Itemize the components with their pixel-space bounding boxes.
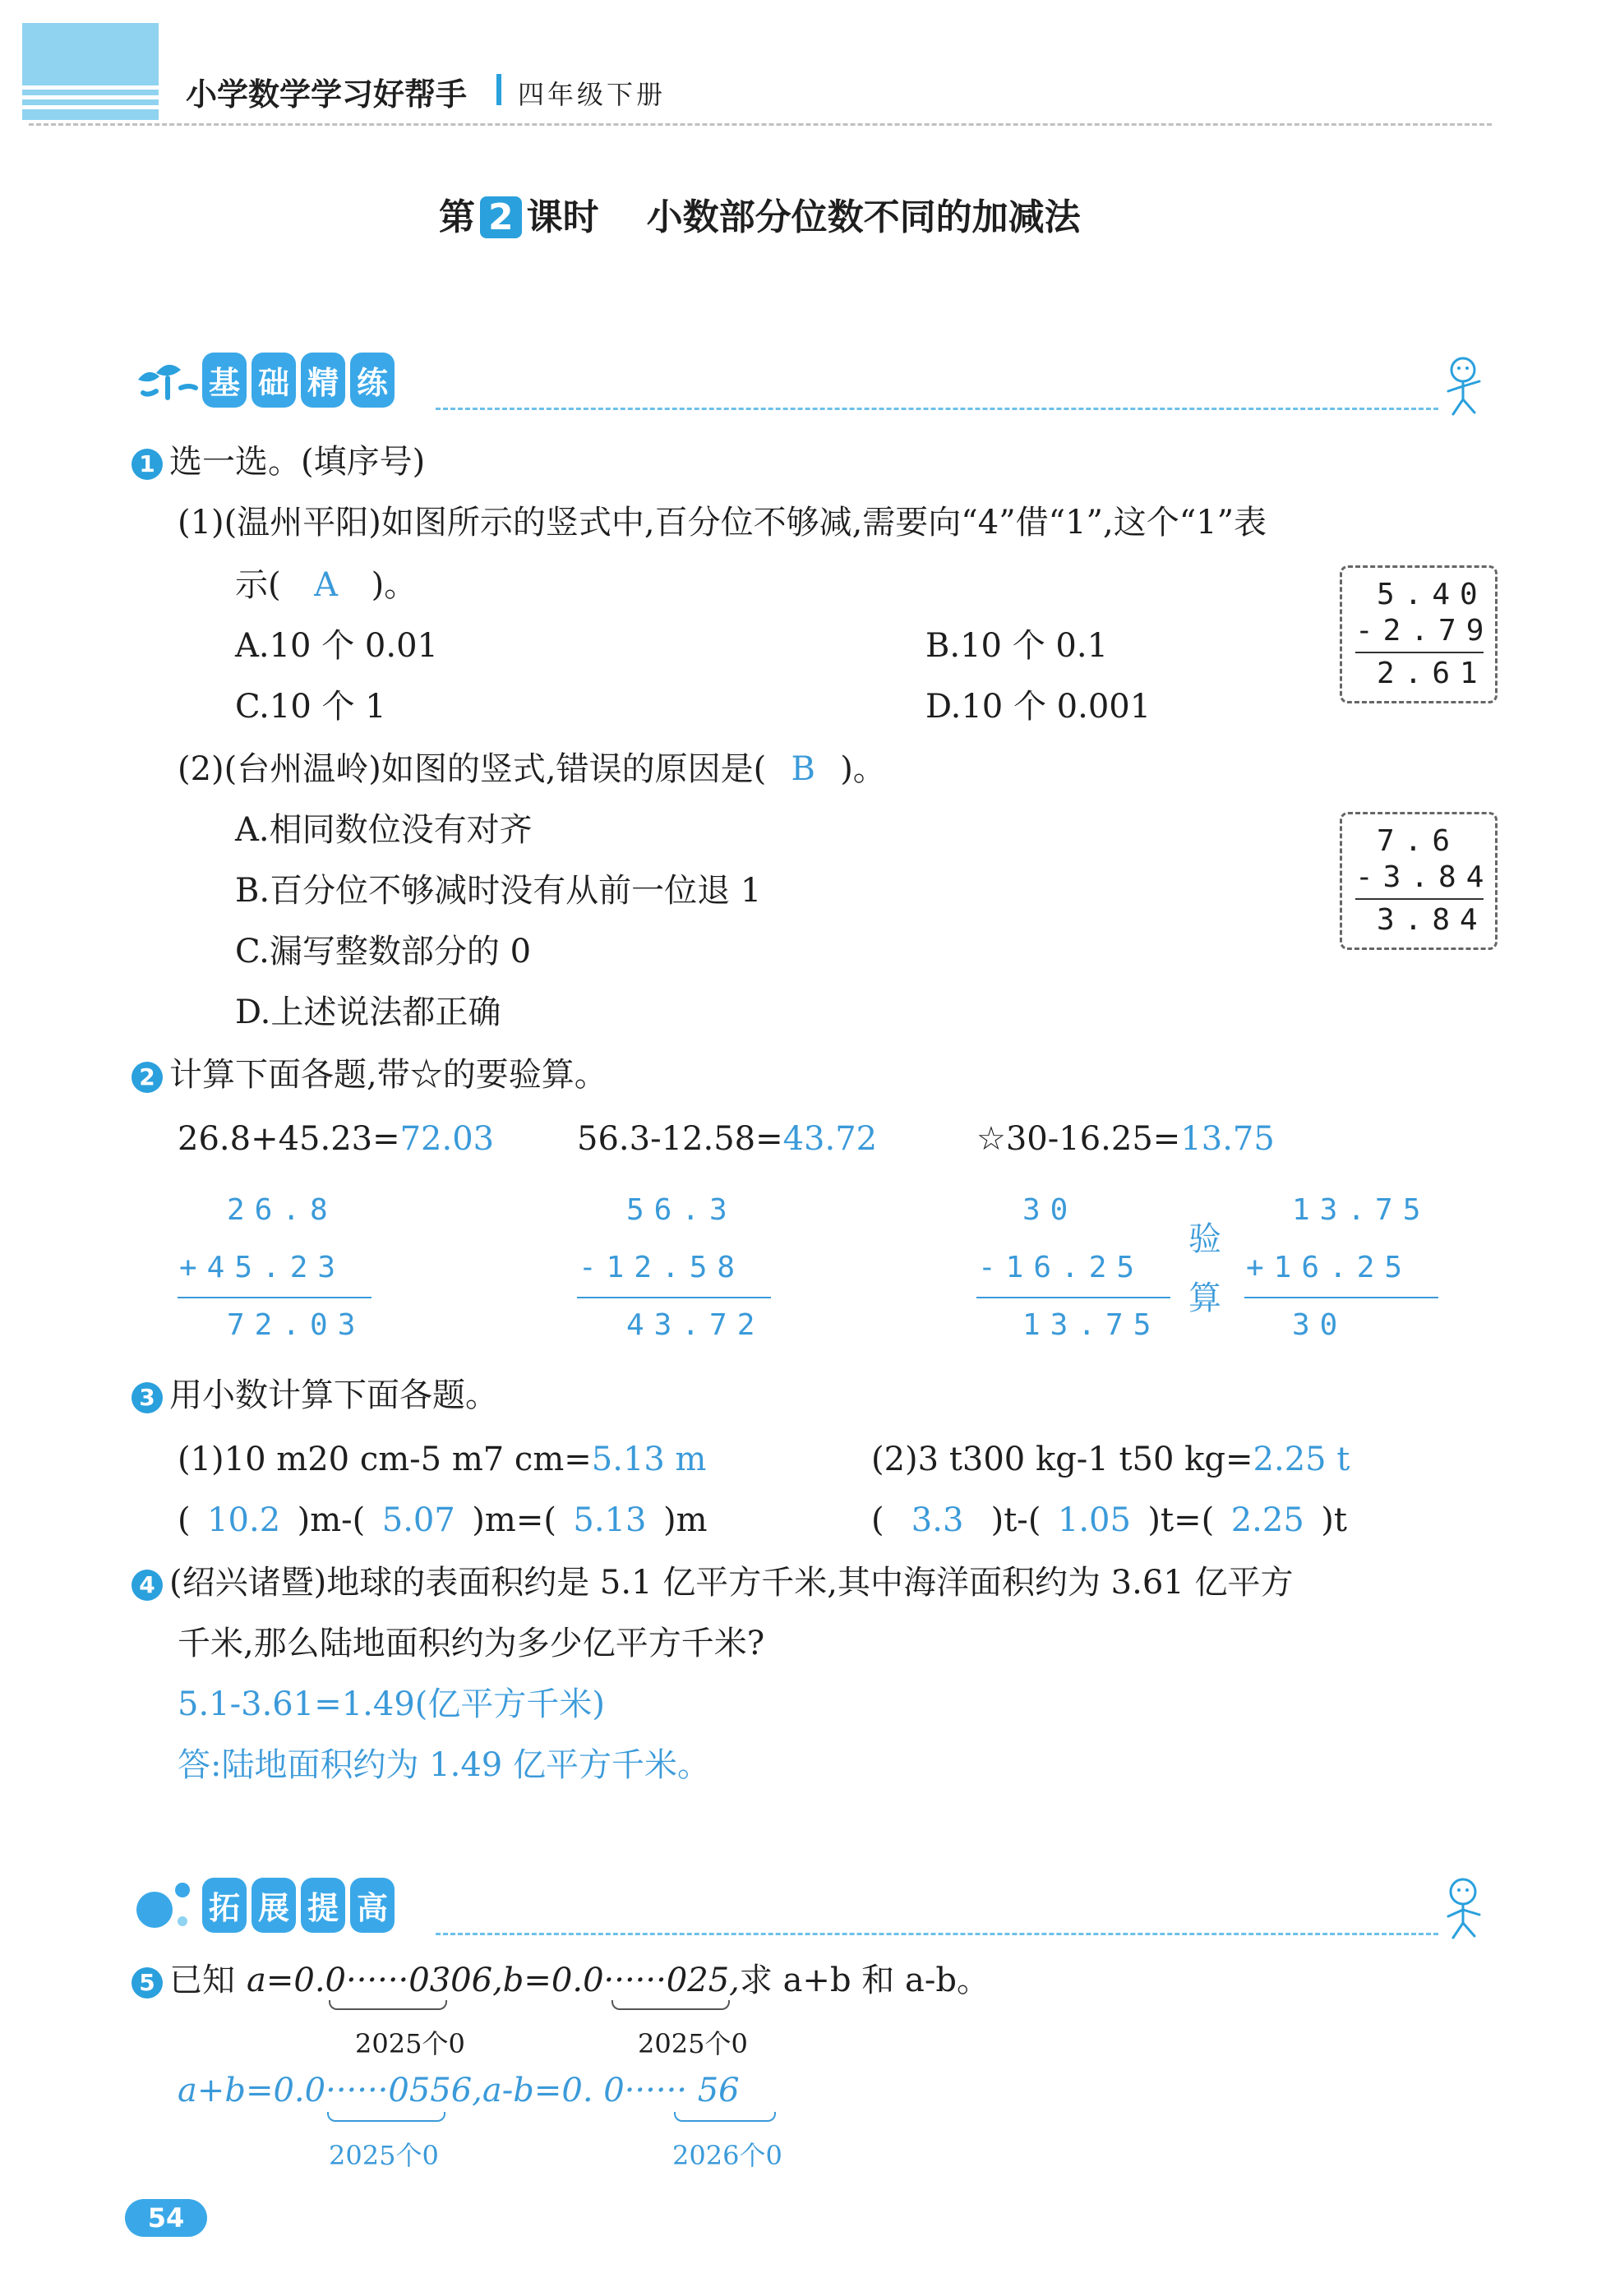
option-a: A.10 个 0.01 xyxy=(235,627,438,665)
bubbles-icon xyxy=(132,1879,202,1931)
b-definition: b=0.0······025, xyxy=(502,1962,740,1999)
calc-result: 2.61 xyxy=(1377,657,1488,690)
unit-text: t xyxy=(1333,1501,1347,1539)
vcalc-3-result: 13.75 xyxy=(1022,1308,1161,1342)
question-2-stem xyxy=(132,1055,607,1095)
question-text: 计算下面各题,带☆的要验算。 xyxy=(169,1056,607,1094)
brace-under-zeros xyxy=(329,2000,447,2010)
q3-row1: ( 10.2 )m-( 5.07 )m=( 5.13 )m xyxy=(178,1501,708,1539)
q1-part1-line1: (1)(温州平阳)如图所示的竖式中,百分位不够减,需要向“4”借“1”,这个“1”表 xyxy=(178,504,1267,542)
calc-rule xyxy=(1355,898,1484,900)
answer-text: 1.05 xyxy=(1057,1501,1131,1539)
section-label-char: 练 xyxy=(350,353,395,408)
lesson-number-badge: 2 xyxy=(480,196,522,238)
lesson-name: 小数部分位数不同的加减法 xyxy=(646,196,1081,238)
expression-2 xyxy=(577,1119,877,1159)
expression-text: (1)10 m20 cm-5 m7 cm= xyxy=(178,1441,592,1478)
header-stripe xyxy=(22,85,159,90)
check-addend: +16.25 xyxy=(1246,1251,1413,1284)
question-text: 选一选。(填序号) xyxy=(169,443,426,481)
answer-text: 72.03 xyxy=(399,1120,495,1158)
answer-text: 5.07 xyxy=(381,1501,455,1539)
vcalc-2-top: 56.3 xyxy=(626,1193,737,1227)
lesson-title xyxy=(439,187,1081,240)
vcalc-rule xyxy=(976,1297,1170,1298)
q3-part2 xyxy=(871,1440,1350,1479)
question-5-stem xyxy=(132,1961,990,2000)
a-definition: a=0.0······0306, xyxy=(247,1962,503,1999)
vcalc-rule xyxy=(178,1297,372,1298)
calc-subtrahend: -3.84 xyxy=(1355,860,1494,894)
cartoon-kid-icon xyxy=(1428,1874,1498,1943)
question-number-badge: 1 xyxy=(132,449,163,480)
section-label-char: 展 xyxy=(252,1878,296,1933)
unit-text: m xyxy=(676,1501,708,1539)
question-text: (2)(台州温岭)如图的竖式,错误的原因是( xyxy=(178,750,767,788)
paren-close: )。 xyxy=(371,566,418,604)
option-b: B.10 个 0.1 xyxy=(925,627,1109,665)
section-banner-basic xyxy=(132,350,399,409)
section-label-char: 高 xyxy=(350,1878,395,1933)
vcalc-rule xyxy=(1244,1297,1438,1298)
answer-text: 5.13 m xyxy=(591,1441,707,1478)
unit-text: t xyxy=(1004,1501,1018,1539)
section-label-char: 础 xyxy=(252,353,296,408)
question-text: 求 a+b 和 a-b。 xyxy=(739,1962,990,1999)
expression-text: (2)3 t300 kg-1 t50 kg= xyxy=(871,1441,1253,1478)
expression-3 xyxy=(976,1119,1275,1159)
question-text: 已知 xyxy=(169,1962,235,1999)
q5-answer: a+b=0.0······0556,a-b=0. 0······ 56 xyxy=(178,2072,740,2109)
section-label-char: 精 xyxy=(301,353,345,408)
option-c: C.10 个 1 xyxy=(235,688,386,726)
paren-close: )。 xyxy=(840,750,886,788)
vertical-calc-box xyxy=(1340,812,1498,950)
vcalc-2-subtrahend: -12.58 xyxy=(579,1251,745,1284)
brace-label: 2025个0 xyxy=(329,2140,439,2171)
answer-text: 5.13 xyxy=(573,1501,647,1539)
section-banner-extend xyxy=(132,1875,399,1934)
question-number-badge: 5 xyxy=(132,1967,163,1999)
vcalc-1-top: 26.8 xyxy=(227,1193,338,1227)
q4-answer-sentence: 答:陆地面积约为 1.49 亿平方千米。 xyxy=(178,1746,710,1784)
sprout-icon xyxy=(132,355,202,404)
expression-1 xyxy=(178,1119,494,1159)
check-label: 算 xyxy=(1188,1279,1221,1317)
q1-part2-line xyxy=(178,749,886,789)
vcalc-2-result: 43.72 xyxy=(626,1308,765,1342)
calc-subtrahend: -2.79 xyxy=(1355,614,1494,648)
option-d: D.上述说法都正确 xyxy=(235,994,501,1031)
brace-label: 2025个0 xyxy=(355,2028,465,2059)
answer-text: 13.75 xyxy=(1180,1120,1275,1158)
question-4-line1 xyxy=(132,1563,1293,1602)
expression-text: ☆30-16.25= xyxy=(976,1120,1181,1158)
question-number-badge: 4 xyxy=(132,1570,163,1601)
answer-text: 3.3 xyxy=(911,1501,964,1539)
answer-text: 2.25 t xyxy=(1253,1441,1350,1478)
vcalc-rule xyxy=(577,1297,771,1298)
brace-label: 2025个0 xyxy=(638,2028,748,2059)
question-4-line2: 千米,那么陆地面积约为多少亿平方千米? xyxy=(178,1625,765,1662)
answer-text: A xyxy=(314,566,339,604)
check-result: 30 xyxy=(1292,1308,1348,1342)
vcalc-3-top: 30 xyxy=(1022,1193,1078,1227)
brace-under-zeros xyxy=(611,2000,730,2010)
answer-text: 10.2 xyxy=(207,1501,281,1539)
brace-label: 2026个0 xyxy=(672,2140,782,2171)
answer-text: 43.72 xyxy=(782,1120,878,1158)
unit-text: m xyxy=(310,1501,342,1539)
book-grade: 四年级下册 xyxy=(518,79,667,110)
q1-part1-line2 xyxy=(235,565,417,605)
question-number-badge: 2 xyxy=(132,1062,163,1093)
brace-under-zeros xyxy=(327,2112,445,2122)
section-dashed-line xyxy=(436,1933,1438,1935)
calc-top: 7.6 xyxy=(1377,824,1461,858)
page-number: 54 xyxy=(125,2199,207,2237)
question-1-stem xyxy=(132,442,425,482)
section-label-char: 拓 xyxy=(202,1878,247,1933)
paren-open: 示( xyxy=(235,566,281,604)
unit-text: m xyxy=(484,1501,516,1539)
header-stripe xyxy=(22,95,159,99)
option-d: D.10 个 0.001 xyxy=(925,688,1151,726)
vertical-calc-box xyxy=(1340,565,1498,703)
brace-under-zeros xyxy=(674,2112,776,2122)
cartoon-kid-icon xyxy=(1430,353,1496,419)
unit-text: t xyxy=(1161,1501,1175,1539)
book-title: 小学数学学习好帮手 xyxy=(186,76,468,113)
expression-text: 26.8+45.23= xyxy=(178,1120,400,1158)
check-top: 13.75 xyxy=(1292,1193,1431,1227)
question-3-stem xyxy=(132,1376,498,1415)
header-stripe xyxy=(22,105,159,109)
q3-part1 xyxy=(178,1440,707,1479)
calc-rule xyxy=(1355,652,1484,653)
expression-text: 56.3-12.58= xyxy=(577,1120,783,1158)
vcalc-3-subtrahend: -16.25 xyxy=(978,1251,1145,1284)
answer-text: B xyxy=(791,750,815,788)
header-dashed-line xyxy=(29,123,1492,126)
check-label: 验 xyxy=(1188,1220,1221,1258)
lesson-prefix: 第 xyxy=(439,196,475,238)
section-dashed-line xyxy=(436,408,1438,410)
option-b: B.百分位不够减时没有从前一位退 1 xyxy=(235,872,762,910)
vcalc-1-addend: +45.23 xyxy=(179,1251,346,1284)
question-number-badge: 3 xyxy=(132,1382,163,1413)
section-label-char: 基 xyxy=(202,353,247,408)
calc-result: 3.84 xyxy=(1377,903,1488,937)
question-text: 用小数计算下面各题。 xyxy=(169,1376,498,1414)
option-a: A.相同数位没有对齐 xyxy=(235,811,533,849)
question-text: (绍兴诸暨)地球的表面积约是 5.1 亿平方千米,其中海洋面积约为 3.61 亿平方 xyxy=(169,1564,1294,1602)
q3-row2: ( 3.3 )t-( 1.05 )t=( 2.25 )t xyxy=(871,1501,1347,1539)
section-label-char: 提 xyxy=(301,1878,345,1933)
answer-text: 2.25 xyxy=(1230,1501,1304,1539)
header-divider xyxy=(496,74,501,105)
lesson-suffix: 课时 xyxy=(526,196,599,238)
option-c: C.漏写整数部分的 0 xyxy=(235,933,532,970)
vcalc-1-result: 72.03 xyxy=(227,1308,366,1342)
q4-answer-calc: 5.1-3.61=1.49(亿平方千米) xyxy=(178,1685,605,1723)
calc-top: 5.40 xyxy=(1377,578,1488,611)
